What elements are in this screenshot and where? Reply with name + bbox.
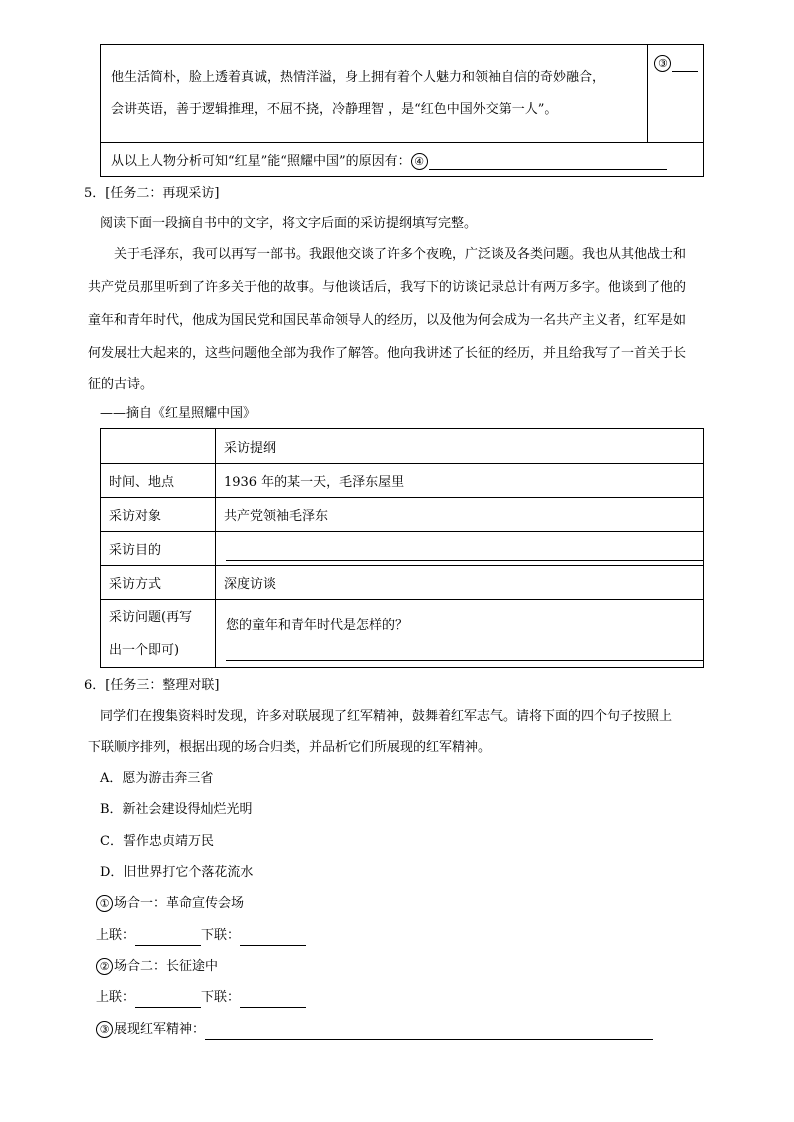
passage-source: ——摘自《红星照耀中国》 <box>100 406 257 421</box>
spirit-answer-line[interactable] <box>205 1025 653 1040</box>
character-analysis-table <box>100 44 704 177</box>
spirit-label: 展现红军精神： <box>114 1022 206 1037</box>
passage-line-3: 童年和青年时代，他成为国民党和国民革命领导人的经历，以及他为何会成为一名共产主义者，红军是如 <box>88 313 687 328</box>
option-c: C．誓作忠贞靖万民 <box>100 834 214 849</box>
interview-outline-table <box>100 428 704 668</box>
passage-line-2: 共产党员那里听到了许多关于他的故事。与他谈话后，我写下的访谈记录总计有两万多字。他谈到了他的 <box>88 280 687 295</box>
purpose-answer-cell <box>215 532 703 566</box>
lower-label: 下联： <box>201 928 241 943</box>
occasion-1-upper-line[interactable] <box>135 931 201 946</box>
conclusion-text: 从以上人物分析可知“红星”能“照耀中国”的原因有： <box>111 153 411 169</box>
q5-heading: 5．[任务二：再现采访] <box>84 186 220 201</box>
header-empty-cell <box>101 429 216 464</box>
option-b: B．新社会建设得灿烂光明 <box>100 802 253 817</box>
occasion-2-number: ② <box>96 958 113 975</box>
blank-3-number: ③ <box>654 55 671 72</box>
passage-line-1: 关于毛泽东，我可以再写一部书。我跟他交谈了许多个夜晚，广泛谈及各类问题。我也从其他战士和 <box>114 247 687 262</box>
q6-intro-line1: 同学们在搜集资料时发现，许多对联展现了红军精神，鼓舞着红军志气。请将下面的四个句子按照上 <box>100 709 673 724</box>
question-label <box>101 600 216 668</box>
question-label-line1: 采访问题(再写 <box>109 609 193 625</box>
occasion-1 <box>96 894 244 914</box>
passage-line-5: 征的古诗。 <box>88 377 154 392</box>
method-value: 深度访谈 <box>215 566 703 600</box>
lower-label: 下联： <box>201 990 241 1005</box>
upper-label: 上联： <box>96 928 136 943</box>
purpose-label: 采访目的 <box>101 532 216 566</box>
purpose-answer-line[interactable] <box>226 550 703 561</box>
occasion-1-number: ① <box>96 895 113 912</box>
occasion-2-text: 场合二：长征途中 <box>114 959 219 974</box>
blank-4-number: ④ <box>411 153 428 170</box>
outline-header: 采访提纲 <box>215 429 703 464</box>
time-place-label: 时间、地点 <box>101 464 216 498</box>
occasion-2-upper-line[interactable] <box>135 993 201 1008</box>
upper-label: 上联： <box>96 990 136 1005</box>
question-cell <box>215 600 703 668</box>
spirit-number: ③ <box>96 1021 113 1038</box>
occasion-1-text: 场合一：革命宣传会场 <box>114 896 245 911</box>
interviewee-label: 采访对象 <box>101 498 216 532</box>
method-label: 采访方式 <box>101 566 216 600</box>
q5-instruction: 阅读下面一段摘自书中的文字，将文字后面的采访提纲填写完整。 <box>100 216 478 231</box>
occasion-2-answers <box>96 988 306 1008</box>
conclusion-cell <box>101 143 704 177</box>
character-description-line2: 会讲英语，善于逻辑推理，不屈不挠，冷静理智 ，是“红色中国外交第一人”。 <box>111 101 558 117</box>
passage-line-4: 何发展壮大起来的，这些问题他全部为我作了解答。他向我讲述了长征的经历，并且给我写了一首关于长 <box>88 346 687 361</box>
blank-3-cell <box>648 45 704 143</box>
blank-3-answer-line[interactable] <box>672 57 698 72</box>
question-example: 您的童年和青年时代是怎样的？ <box>225 618 408 633</box>
question-label-line2: 出一个即可) <box>109 642 180 658</box>
option-a: A．愿为游击奔三省 <box>100 771 214 786</box>
q6-heading: 6．[任务三：整理对联] <box>84 678 220 693</box>
spirit-row <box>96 1020 653 1040</box>
occasion-1-lower-line[interactable] <box>240 931 306 946</box>
occasion-1-answers <box>96 926 306 946</box>
character-description-line1: 他生活简朴，脸上透着真诚，热情洋溢，身上拥有着个人魅力和领袖自信的奇妙融合， <box>111 69 606 85</box>
q6-intro-line2: 下联顺序排列，根据出现的场合归类，并品析它们所展现的红军精神。 <box>88 740 492 755</box>
question-answer-line[interactable] <box>226 638 703 661</box>
interviewee-value: 共产党领袖毛泽东 <box>215 498 703 532</box>
occasion-2 <box>96 957 218 977</box>
option-d: D．旧世界打它个落花流水 <box>100 865 254 880</box>
occasion-2-lower-line[interactable] <box>240 993 306 1008</box>
character-description-cell <box>101 45 648 143</box>
time-place-value: 1936 年的某一天，毛泽东屋里 <box>215 464 703 498</box>
blank-4-answer-line[interactable] <box>429 155 667 170</box>
